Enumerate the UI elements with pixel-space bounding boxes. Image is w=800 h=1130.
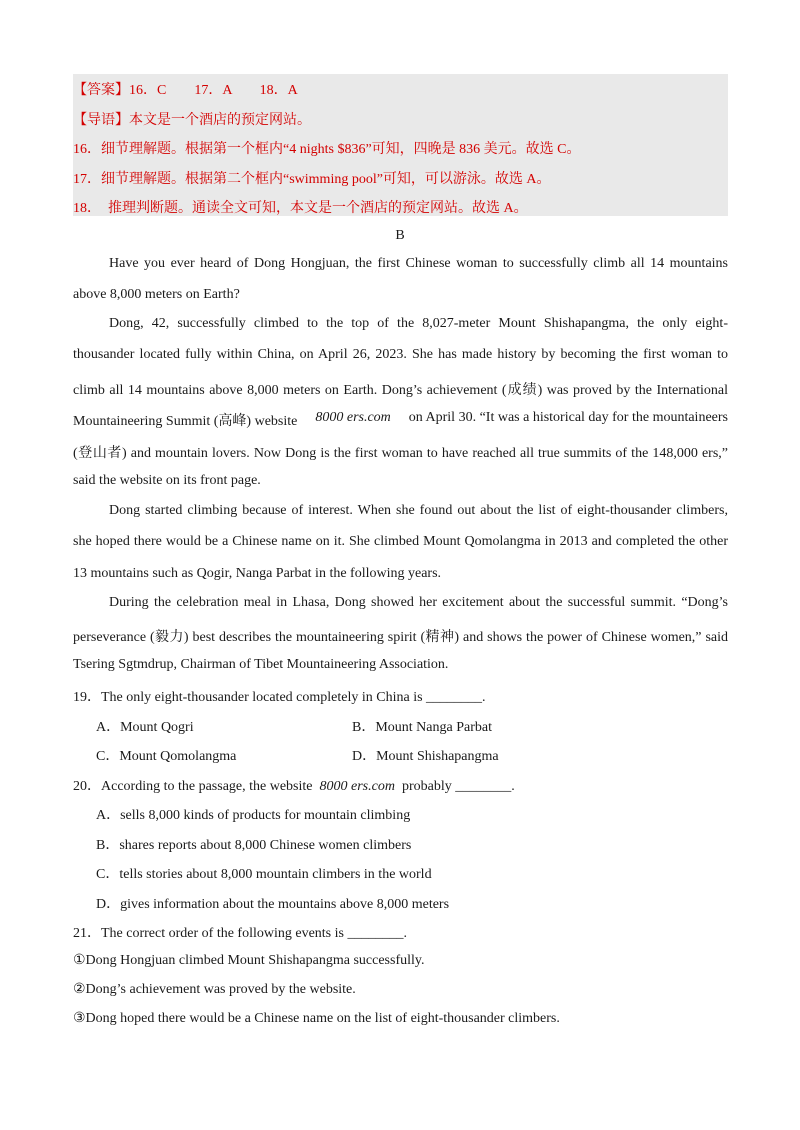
- passage-line: thousander located fully within China, on April 26, 2023. She has made history by becoming the first woman to: [73, 347, 728, 362]
- question-20-stem: [73, 775, 515, 795]
- passage-text: on April 30. “It was a historical day for the mountaineers: [408, 410, 728, 425]
- passage-line: [73, 410, 728, 430]
- passage-line: 13 mountains such as Qogir, Nanga Parbat in the following years.: [73, 566, 442, 581]
- passage-line: (登山者) and mountain lovers. Now Dong is the first woman to have reached all true summits of the 148,000 ers,”: [73, 446, 728, 461]
- answer-explanation-18: 18． 推理判断题。通读全文可知，本文是一个酒店的预定网站。故选 A。: [73, 201, 528, 216]
- passage-line: said the website on its front page.: [73, 473, 261, 488]
- passage-line: Have you ever heard of Dong Hongjuan, the first Chinese woman to successfully climb all 14 mountains: [109, 256, 728, 271]
- question-21-event-1: ①Dong Hongjuan climbed Mount Shishapangma successfully.: [73, 953, 425, 968]
- passage-text: Mountaineering Summit (高峰) website: [73, 414, 298, 429]
- website-name: 8000 ers.com: [319, 779, 395, 794]
- passage-line: above 8,000 meters on Earth?: [73, 287, 240, 302]
- answer-explanation-16: 16．细节理解题。根据第一个框内“4 nights $836”可知，四晚是 836 美元。故选 C。: [73, 142, 581, 157]
- question-20-option-a: A．sells 8,000 kinds of products for mountain climbing: [96, 808, 411, 823]
- passage-line: During the celebration meal in Lhasa, Dong showed her excitement about the successful summit. “Dong’s: [109, 595, 728, 610]
- question-20-option-c: C．tells stories about 8,000 mountain climbers in the world: [96, 867, 432, 882]
- question-21-event-2: ②Dong’s achievement was proved by the website.: [73, 982, 356, 997]
- question-19-option-c: C．Mount Qomolangma: [96, 749, 237, 764]
- question-20-stem-text: probably ________.: [401, 779, 515, 794]
- passage-line: Dong, 42, successfully climbed to the top of the 8,027-meter Mount Shishapangma, the only eight-: [109, 316, 728, 331]
- question-20-stem-text: 20．According to the passage, the website: [73, 779, 313, 794]
- passage-line: Dong started climbing because of interest. When she found out about the list of eight-thousander climbers,: [109, 503, 728, 518]
- website-name: 8000 ers.com: [315, 410, 391, 425]
- question-21-stem: 21．The correct order of the following events is ________.: [73, 926, 407, 941]
- answer-explanation-17: 17．细节理解题。根据第二个框内“swimming pool”可知，可以游泳。故选 A。: [73, 172, 551, 187]
- question-19-option-a: A．Mount Qogri: [96, 720, 194, 735]
- answer-guide-line: 【导语】本文是一个酒店的预定网站。: [73, 113, 311, 128]
- question-19-stem: 19．The only eight-thousander located completely in China is ________.: [73, 690, 486, 705]
- question-20-option-d: D．gives information about the mountains above 8,000 meters: [96, 897, 450, 912]
- question-19-option-d: D．Mount Shishapangma: [352, 749, 499, 764]
- question-20-option-b: B．shares reports about 8,000 Chinese women climbers: [96, 838, 412, 853]
- passage-line: she hoped there would be a Chinese name on it. She climbed Mount Qomolangma in 2013 and completed the other: [73, 534, 728, 549]
- question-21-event-3: ③Dong hoped there would be a Chinese name on the list of eight-thousander climbers.: [73, 1011, 560, 1026]
- passage-line: perseverance (毅力) best describes the mountaineering spirit (精神) and shows the power of Chinese women,” said: [73, 630, 728, 645]
- passage-line: Tsering Sgtmdrup, Chairman of Tibet Mountaineering Association.: [73, 657, 449, 672]
- question-19-option-b: B．Mount Nanga Parbat: [352, 720, 492, 735]
- answer-key-line: 【答案】16．C 17．A 18．A: [73, 83, 298, 98]
- passage-line: climb all 14 mountains above 8,000 meters on Earth. Dong’s achievement (成绩) was proved by the International: [73, 383, 728, 398]
- section-label: B: [395, 228, 405, 243]
